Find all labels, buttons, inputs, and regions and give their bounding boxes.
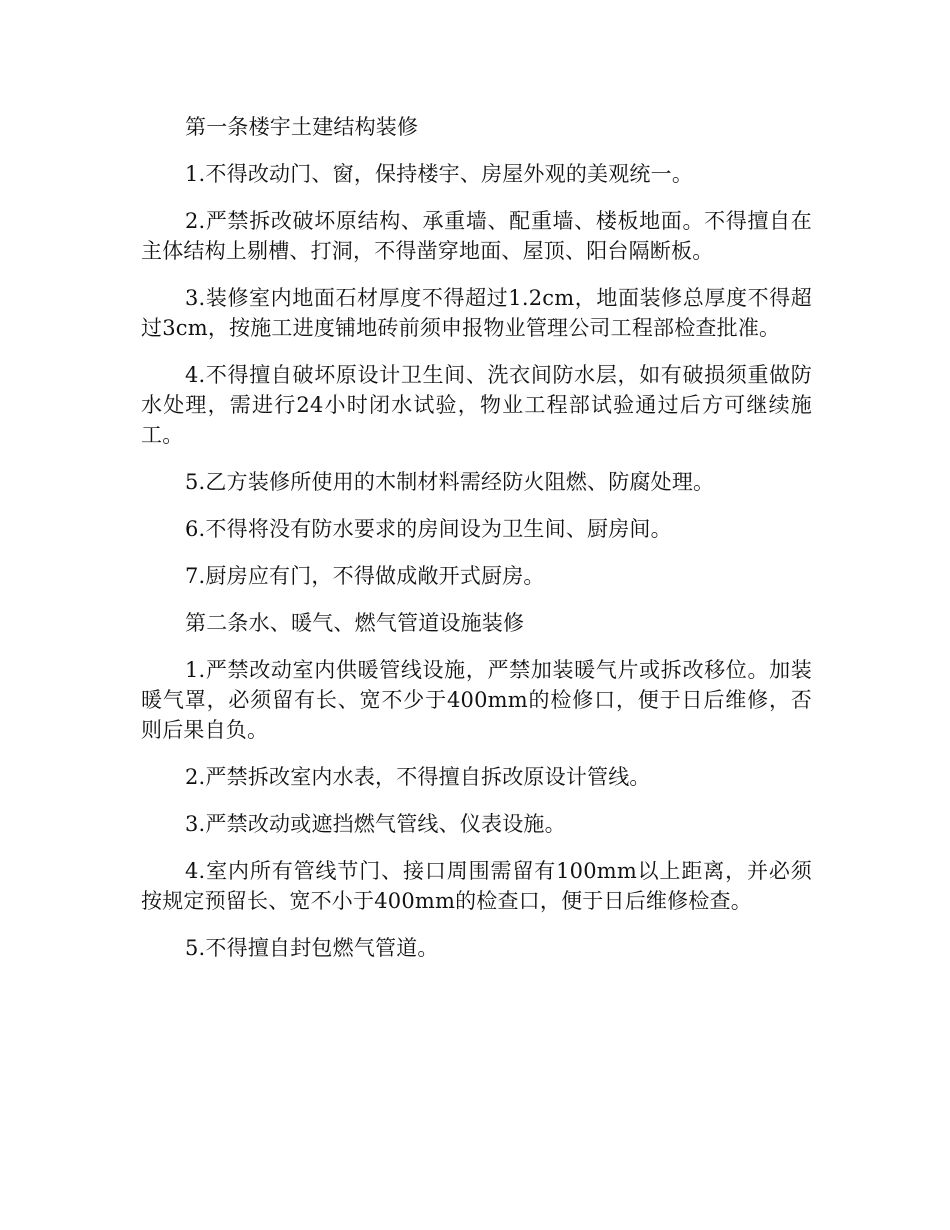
section-heading-1: 第一条楼宇土建结构装修 — [185, 115, 419, 139]
clause-2-4: 4.室内所有管线节门、接口周围需留有100mm以上距离，并必须按规定预留长、宽不小于400mm的检查口，便于日后维修检查。 — [141, 859, 812, 913]
clause-1-4: 4.不得擅自破坏原设计卫生间、洗衣间防水层，如有破损须重做防水处理，需进行24小时闭水试验，物业工程部试验通过后方可继续施工。 — [141, 363, 812, 447]
section-heading-2: 第二条水、暖气、燃气管道设施装修 — [185, 611, 525, 635]
clause-2-5: 5.不得擅自封包燃气管道。 — [185, 936, 439, 960]
clause-1-7: 7.厨房应有门，不得做成敞开式厨房。 — [185, 564, 545, 588]
clause-1-5: 5.乙方装修所使用的木制材料需经防火阻燃、防腐处理。 — [185, 470, 715, 494]
clause-2-1: 1.严禁改动室内供暖管线设施，严禁加装暖气片或拆改移位。加装暖气罩，必须留有长、宽不少于400mm的检修口，便于日后维修，否则后果自负。 — [141, 658, 812, 742]
clause-2-2: 2.严禁拆改室内水表，不得擅自拆改原设计管线。 — [185, 765, 651, 789]
clause-1-1: 1.不得改动门、窗，保持楼宇、房屋外观的美观统一。 — [185, 162, 694, 186]
clause-2-3: 3.严禁改动或遮挡燃气管线、仪表设施。 — [185, 812, 566, 836]
clause-1-3: 3.装修室内地面石材厚度不得超过1.2cm，地面装修总厚度不得超过3cm，按施工进度铺地砖前须申报物业管理公司工程部检查批准。 — [141, 286, 812, 340]
clause-1-2: 2.严禁拆改破坏原结构、承重墙、配重墙、楼板地面。不得擅自在主体结构上剔槽、打洞，不得凿穿地面、屋顶、阳台隔断板。 — [141, 209, 812, 263]
clause-1-6: 6.不得将没有防水要求的房间设为卫生间、厨房间。 — [185, 517, 672, 541]
